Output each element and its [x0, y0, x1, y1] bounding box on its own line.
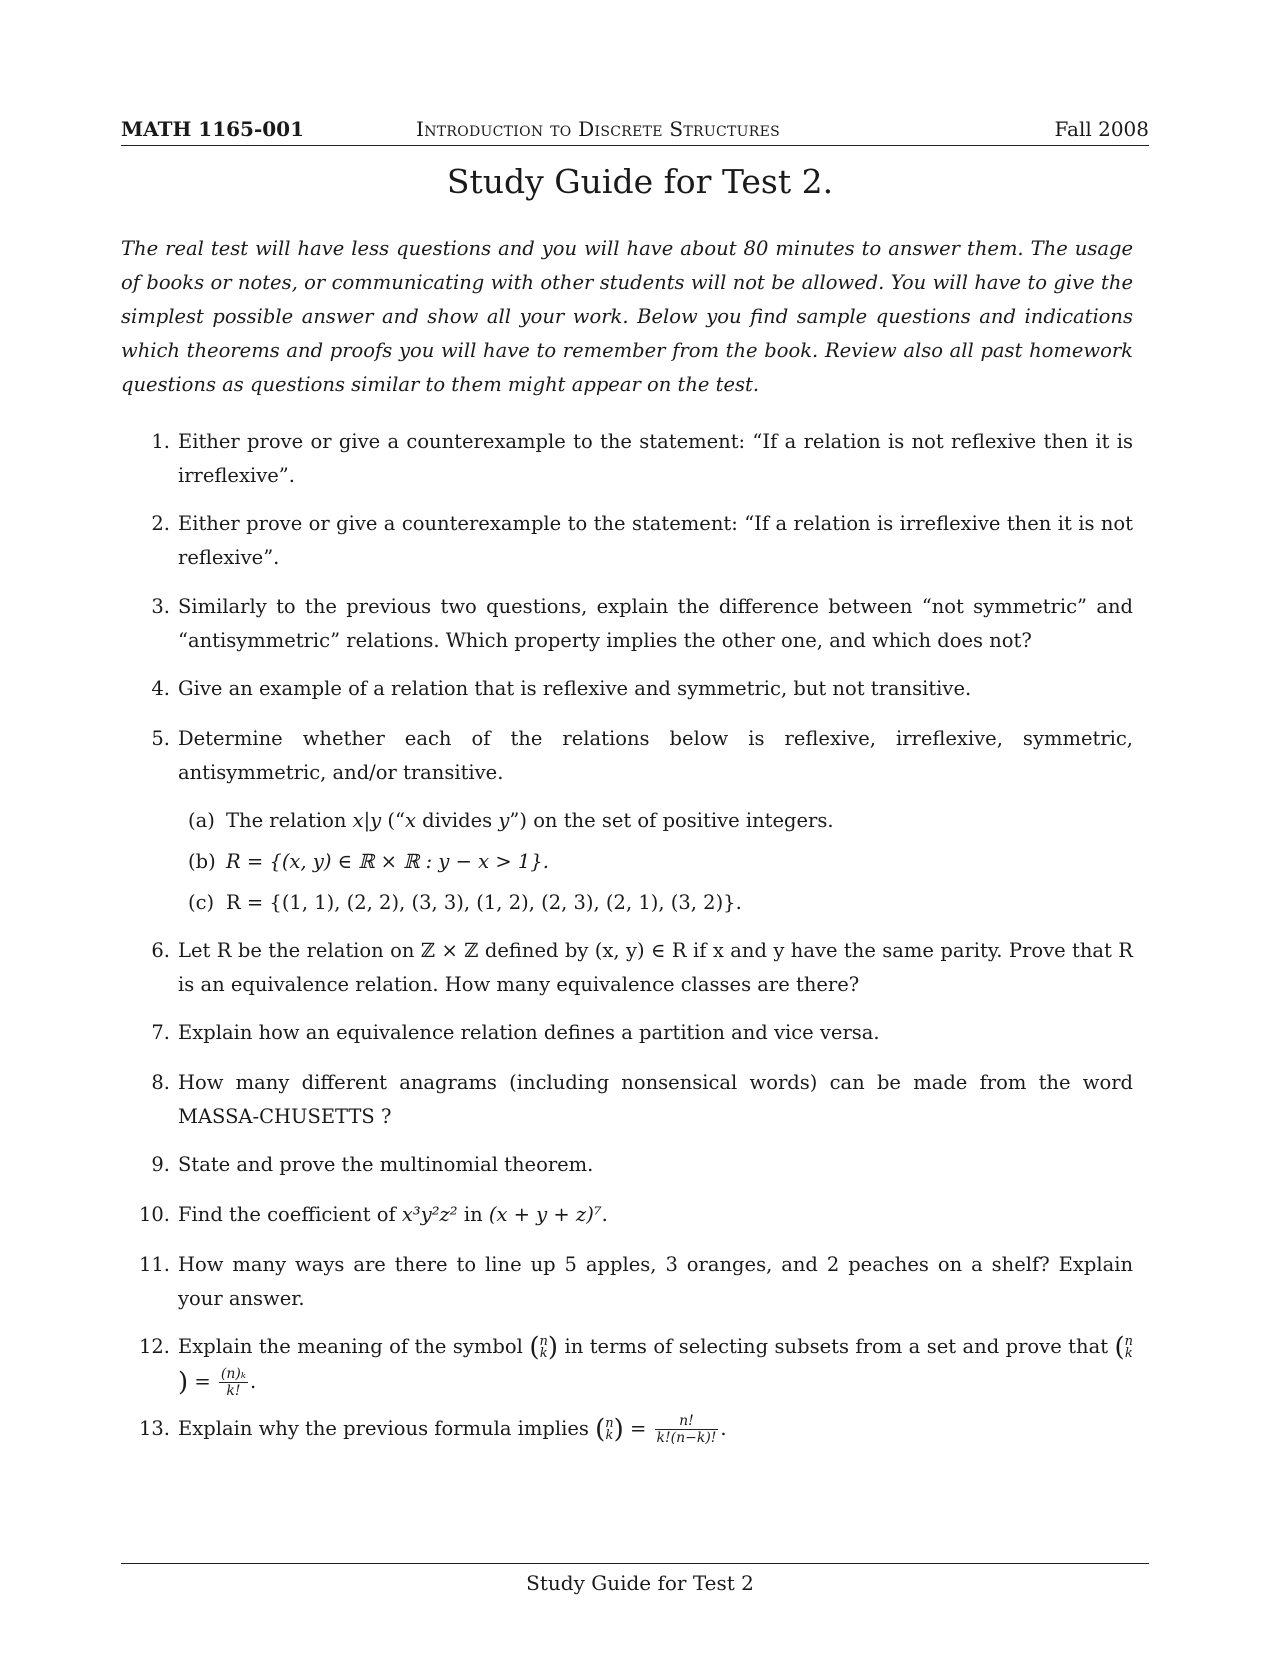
question-text: Explain how an equivalence relation defines a partition and vice versa.	[178, 1021, 880, 1044]
question-9	[151, 1148, 1133, 1182]
fraction	[219, 1367, 248, 1398]
math-expression: y	[498, 809, 510, 832]
question-text: State and prove the multinomial theorem.	[178, 1153, 594, 1176]
question-text: How many different anagrams (including nonsensical words) can be made from the word MASSA-CHUSETTS ?	[178, 1071, 1133, 1128]
question-2	[151, 507, 1133, 575]
question-text: Give an example of a relation that is reflexive and symmetric, but not transitive.	[178, 677, 972, 700]
binomial-bottom: k	[605, 1427, 614, 1443]
part-text: divides	[415, 809, 499, 832]
question-number: 10.	[138, 1203, 170, 1226]
question-number: 13.	[138, 1417, 170, 1440]
question-10	[138, 1198, 1133, 1232]
question-3	[151, 590, 1133, 658]
intro-paragraph: The real test will have less questions and you will have about 80 minutes to answer them. The usage of books or notes, or communicating with other students will not be allowed. You will have to give the simplest possible answer and show all your work. Below you find sample questions and indications which theorems and proofs you will have to remember from the book. Review also all past homework questions as questions similar to them might appear on the test.	[121, 237, 1133, 396]
binomial-symbol: ( n k )	[595, 1414, 624, 1445]
question-text: Either prove or give a counterexample to the statement: “If a relation is irreflexive then it is not reflexive”.	[178, 512, 1133, 569]
question-5	[151, 722, 1133, 790]
equals-sign: =	[629, 1417, 647, 1440]
course-term: Fall 2008	[1054, 117, 1149, 141]
binomial-bottom: k	[539, 1345, 548, 1361]
question-12	[138, 1330, 1134, 1399]
course-subject: Introduction to Discrete Structures	[416, 117, 780, 141]
question-number: 2.	[151, 512, 170, 535]
part-text: R = {(x, y) ∈ ℝ × ℝ : y − x > 1}.	[226, 850, 549, 873]
page-header	[121, 115, 1149, 146]
equals-sign: =	[194, 1369, 211, 1393]
math-expression: x	[404, 809, 416, 832]
math-expression: x|y	[352, 809, 382, 832]
part-label: (b)	[188, 850, 216, 873]
binomial-top: n	[539, 1333, 548, 1349]
question-6	[151, 934, 1133, 1002]
page-title: Study Guide for Test 2.	[446, 162, 834, 201]
question-number: 8.	[151, 1071, 170, 1094]
question-text: in	[457, 1203, 489, 1226]
question-7	[151, 1016, 1133, 1050]
question-number: 11.	[138, 1253, 170, 1276]
fraction-denominator: k!(n−k)!	[656, 1430, 717, 1446]
question-5a	[188, 804, 834, 838]
question-11	[138, 1248, 1133, 1316]
question-text: Either prove or give a counterexample to the statement: “If a relation is not reflexive then it is irreflexive”.	[178, 430, 1133, 487]
question-number: 12.	[138, 1335, 170, 1358]
question-number: 3.	[151, 595, 170, 618]
question-number: 5.	[151, 727, 170, 750]
question-text: Find the coefficient of	[178, 1203, 402, 1226]
question-text: Explain why the previous formula implies	[178, 1417, 589, 1440]
question-number: 9.	[151, 1153, 170, 1176]
fraction-numerator: n!	[655, 1414, 719, 1430]
question-number: 7.	[151, 1021, 170, 1044]
part-text: R = {(1, 1), (2, 2), (3, 3), (1, 2), (2, 3), (2, 1), (3, 2)}.	[226, 891, 742, 914]
question-number: 6.	[151, 939, 170, 962]
footer-rule	[121, 1563, 1149, 1564]
question-number: 4.	[151, 677, 170, 700]
question-5c	[188, 886, 742, 920]
binomial-bottom: k	[1124, 1345, 1133, 1361]
question-number: 1.	[151, 430, 170, 453]
question-text: .	[720, 1417, 727, 1440]
question-1	[151, 425, 1133, 493]
binomial-top: n	[1124, 1333, 1134, 1349]
binomial-top: n	[605, 1415, 614, 1431]
fraction-denominator: k!	[226, 1382, 241, 1399]
fraction-numerator: (n)ₖ	[220, 1365, 246, 1382]
question-text: How many ways are there to line up 5 apples, 3 oranges, and 2 peaches on a shelf? Explain your answer.	[178, 1253, 1133, 1310]
math-expression: x³y²z²	[401, 1203, 458, 1226]
part-text: (“	[381, 809, 405, 832]
question-text: Let R be the relation on ℤ × ℤ defined by (x, y) ∈ R if x and y have the same parity. Prove that R is an equivalence relation. How many equivalence classes are there?	[178, 939, 1133, 996]
part-text: ”) on the set of positive integers.	[509, 809, 834, 832]
question-text: Determine whether each of the relations below is reflexive, irreflexive, symmetric, antisymmetric, and/or transitive.	[178, 727, 1133, 784]
question-text: in terms of selecting subsets from a set and prove that	[564, 1335, 1109, 1358]
page-footer: Study Guide for Test 2	[526, 1571, 754, 1595]
course-code: MATH 1165-001	[121, 117, 305, 141]
question-4	[151, 672, 1133, 706]
binomial-symbol: ( n k )	[529, 1332, 559, 1363]
part-text: The relation	[226, 809, 353, 832]
question-text: Explain the meaning of the symbol	[178, 1335, 523, 1358]
question-8	[151, 1066, 1133, 1134]
fraction	[655, 1414, 719, 1445]
math-expression: (x + y + z)⁷	[488, 1203, 602, 1226]
question-text: .	[601, 1203, 608, 1226]
binomial-symbol: ( n k )	[178, 1332, 1134, 1397]
question-13	[138, 1412, 1133, 1447]
part-label: (c)	[188, 891, 215, 914]
question-5b	[188, 845, 549, 879]
question-text: Similarly to the previous two questions, explain the difference between “not symmetric” and “antisymmetric” relations. Which property implies the other one, and which does not?	[178, 595, 1133, 652]
part-label: (a)	[188, 809, 215, 832]
question-text: .	[249, 1369, 257, 1393]
